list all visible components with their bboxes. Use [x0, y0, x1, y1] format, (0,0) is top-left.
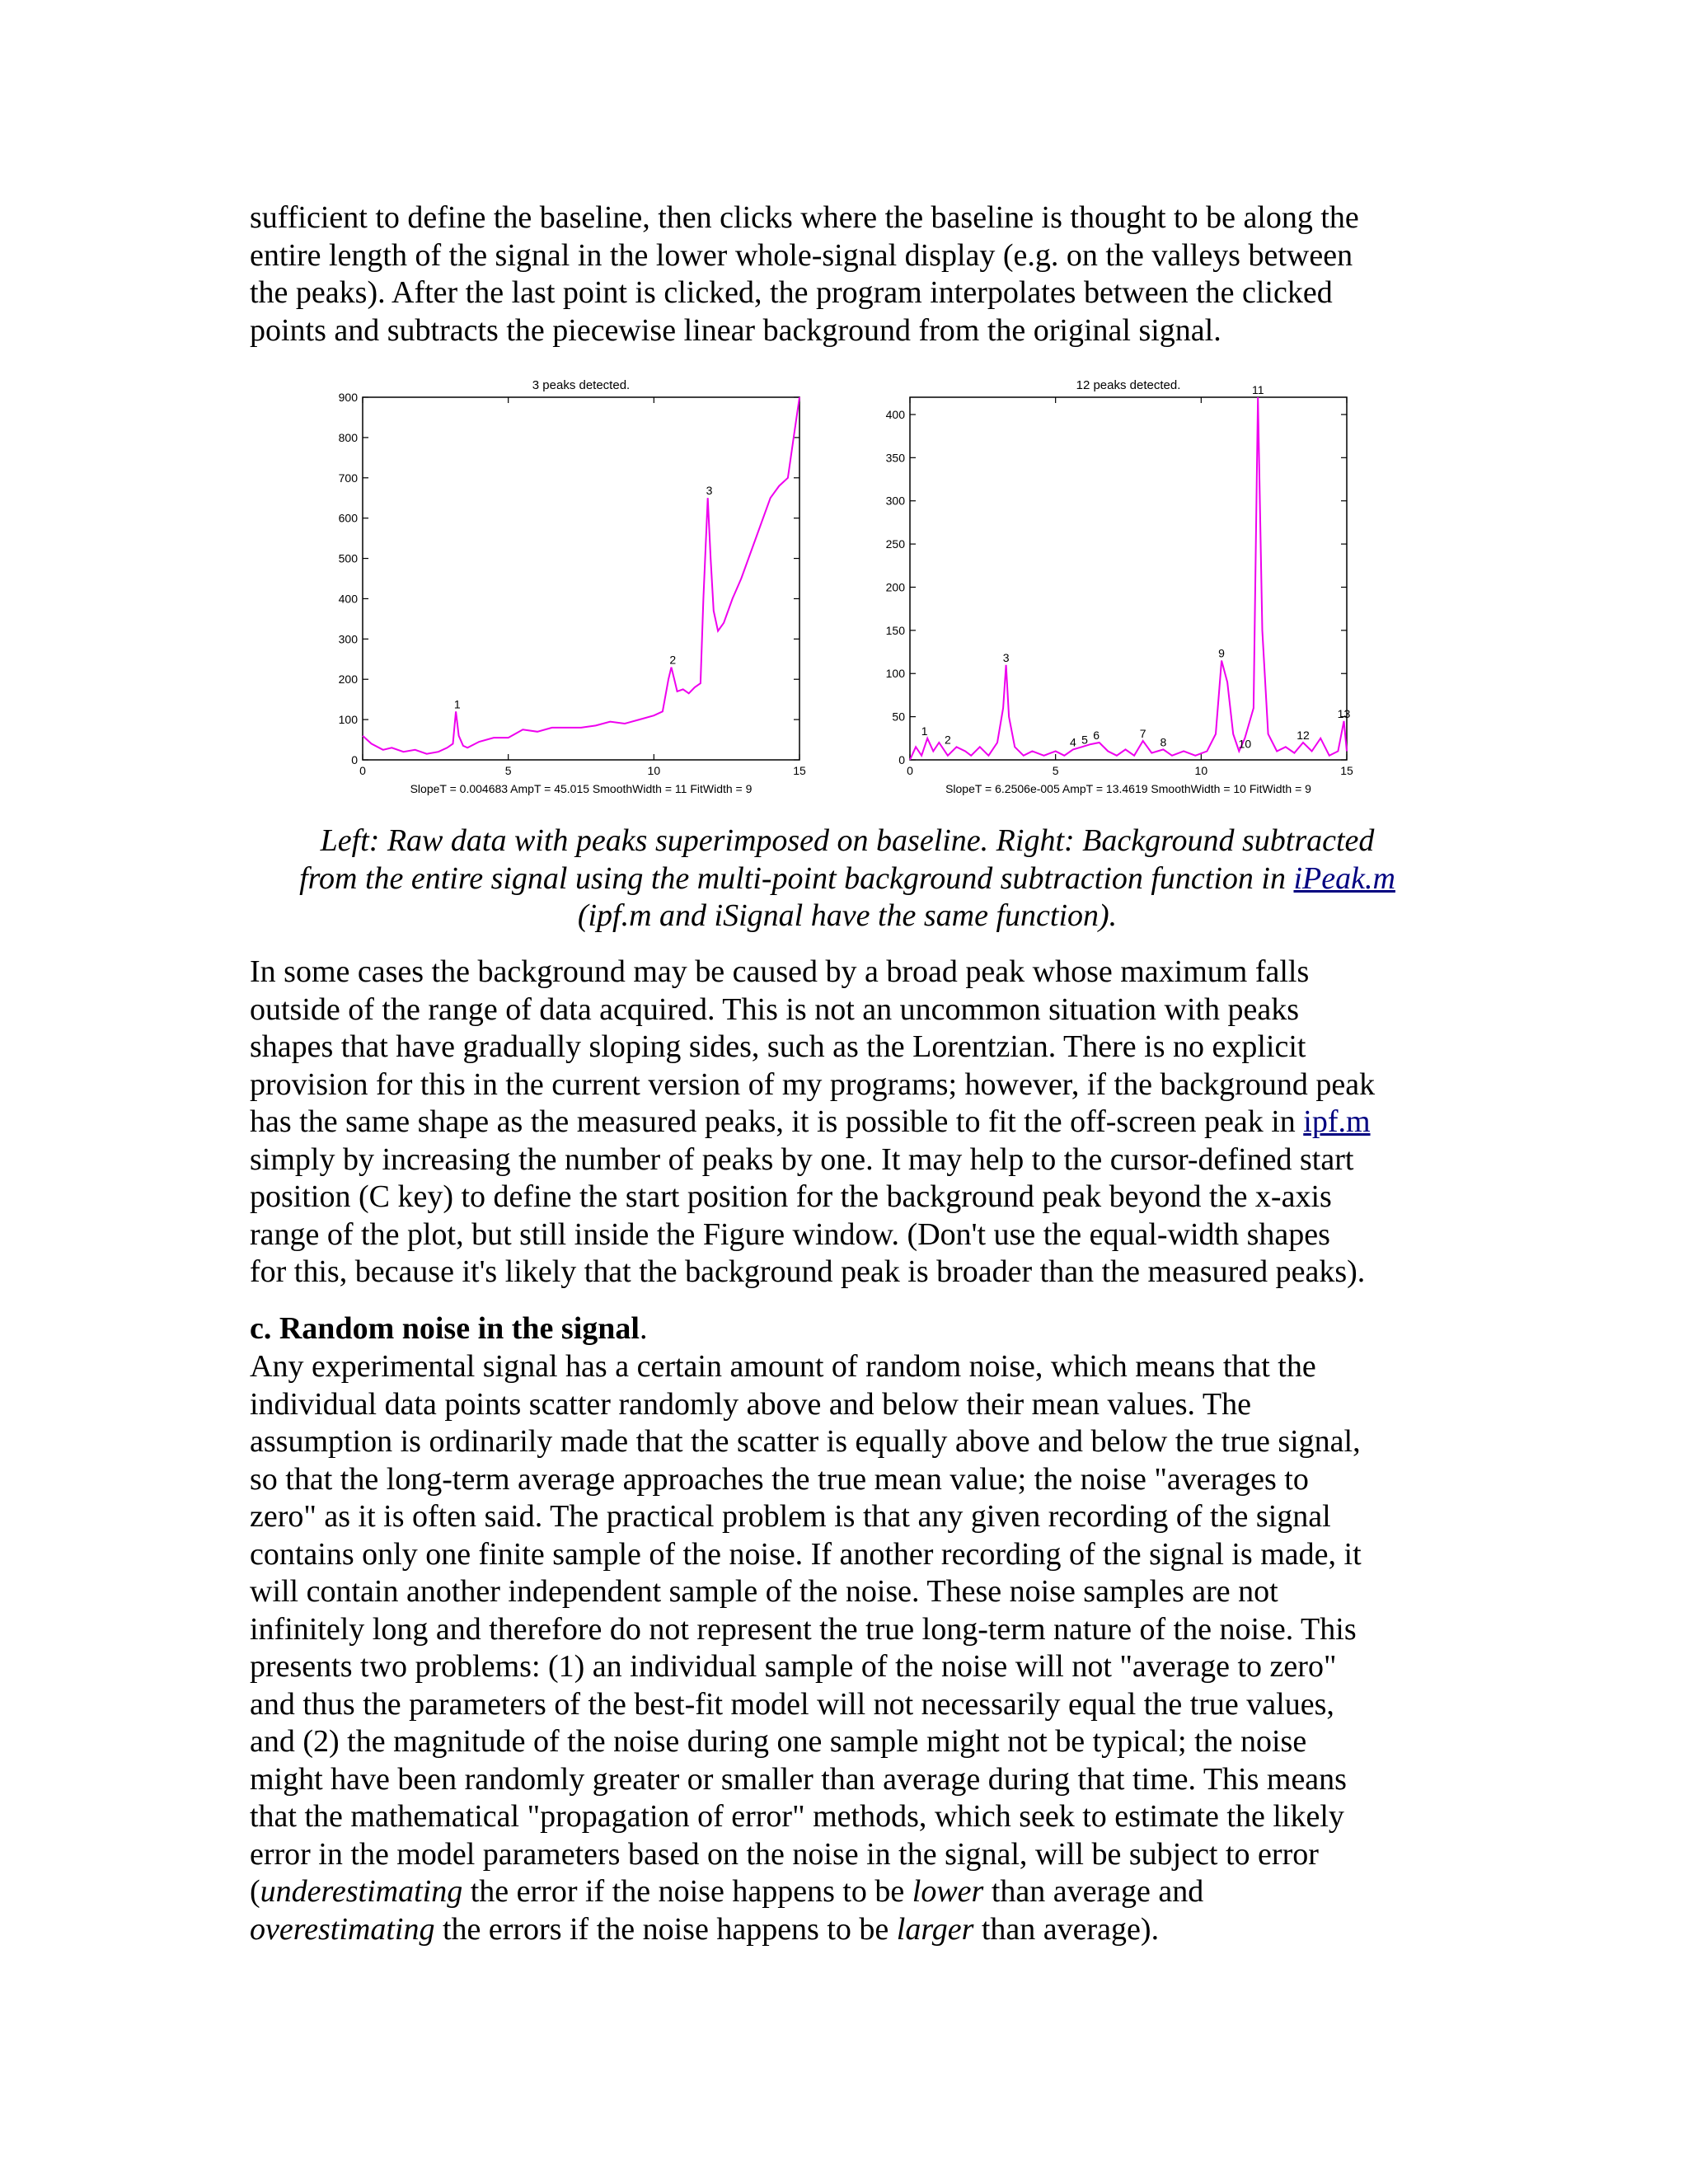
chart-title: 3 peaks detected.: [532, 378, 631, 392]
peak-label: 1: [921, 724, 928, 738]
emphasis: underestimating: [260, 1874, 463, 1909]
y-tick-label: 500: [338, 551, 358, 565]
text-line: infinitely long and therefore do not represent the true long-term nature of the noise. This: [250, 1611, 1357, 1647]
heading-text: c. Random noise in the signal: [250, 1311, 640, 1346]
text-line: Any experimental signal has a certain amount of random noise, which means that the: [250, 1349, 1316, 1384]
peak-label: 2: [945, 733, 951, 747]
x-tick-label: 10: [1194, 764, 1208, 777]
text-line: assumption is ordinarily made that the scatter is equally above and below the true signal,: [250, 1424, 1361, 1459]
text-line: outside of the range of data acquired. This is not an uncommon situation with peaks: [250, 991, 1300, 1027]
text-line: might have been randomly greater or smaller than average during that time. This means: [250, 1761, 1347, 1797]
y-tick-label: 150: [885, 623, 905, 637]
text-line: range of the plot, but still inside the Figure window. (Don't use the equal-width shapes: [250, 1216, 1330, 1252]
caption-text: from the entire signal using the multi-point background subtraction function in: [299, 860, 1294, 896]
caption-line: Left: Raw data with peaks superimposed on baseline. Right: Background subtracted: [320, 823, 1375, 858]
y-tick-label: 50: [892, 710, 905, 724]
peak-label: 2: [669, 653, 677, 667]
peak-label: 12: [1296, 729, 1310, 743]
chart-raw-data: [313, 369, 808, 806]
text-line: position (C key) to define the start position for the background peak beyond the x-axis: [250, 1179, 1332, 1214]
y-tick-label: 350: [885, 451, 905, 465]
text-segment: than average and: [983, 1874, 1204, 1909]
text-line: [250, 1911, 1445, 1949]
ipeak-link[interactable]: iPeak.m: [1293, 860, 1395, 896]
text-line: provision for this in the current version of my programs; however, if the background peak: [250, 1066, 1376, 1102]
paragraph-baseline-intro: [250, 199, 1445, 349]
text-segment: than average).: [973, 1911, 1160, 1947]
text-line: sufficient to define the baseline, then clicks where the baseline is thought to be along the: [250, 200, 1359, 235]
chart-footer: SlopeT = 6.2506e-005 AmpT = 13.4619 SmoothWidth = 10 FitWidth = 9: [945, 782, 1311, 795]
y-tick-label: 200: [338, 673, 358, 687]
text-line: simply by increasing the number of peaks by one. It may help to the cursor-defined start: [250, 1141, 1354, 1177]
x-tick-label: 10: [647, 764, 661, 777]
text-segment: the errors if the noise happens to be: [434, 1911, 897, 1947]
text-segment: (: [250, 1874, 260, 1909]
y-tick-label: 900: [338, 391, 358, 404]
y-tick-label: 300: [885, 494, 905, 508]
y-tick-label: 400: [338, 592, 358, 606]
peak-label: 7: [1139, 726, 1146, 740]
text-line: will contain another independent sample of the noise. These noise samples are not: [250, 1574, 1278, 1609]
y-tick-label: 600: [338, 511, 358, 525]
plot-frame: [363, 397, 799, 760]
emphasis: larger: [896, 1911, 974, 1947]
text-line: and thus the parameters of the best-fit model will not necessarily equal the true values,: [250, 1686, 1334, 1722]
chart-title: 12 peaks detected.: [1076, 378, 1181, 392]
text-line: In some cases the background may be caused by a broad peak whose maximum falls: [250, 954, 1310, 989]
text-line: zero" as it is often said. The practical problem is that any given recording of the signal: [250, 1499, 1331, 1534]
x-tick-label: 5: [1052, 764, 1059, 777]
x-tick-label: 5: [504, 764, 512, 777]
paragraph-broad-peak: [250, 954, 1445, 1291]
chart-background-subtracted-svg: [865, 369, 1360, 806]
text-line: shapes that have gradually sloping sides, such as the Lorentzian. There is no explicit: [250, 1029, 1306, 1064]
y-tick-label: 100: [338, 713, 358, 727]
text-segment: the error if the noise happens to be: [462, 1874, 912, 1909]
section-heading: [250, 1310, 1445, 1348]
y-tick-label: 0: [898, 753, 905, 766]
x-tick-label: 0: [907, 764, 913, 777]
emphasis: lower: [912, 1874, 984, 1909]
x-tick-label: 15: [793, 764, 806, 777]
y-tick-label: 800: [338, 430, 358, 444]
text-line: the peaks). After the last point is clicked, the program interpolates between the clicked: [250, 275, 1333, 310]
text-line: [250, 1873, 1445, 1911]
y-tick-label: 400: [885, 407, 905, 421]
text-line: so that the long-term average approaches the true mean value; the noise "averages to: [250, 1461, 1309, 1497]
chart-background-subtracted: [865, 369, 1360, 806]
y-tick-label: 100: [885, 667, 905, 681]
heading-period: .: [639, 1311, 648, 1346]
caption-line: [250, 860, 1445, 898]
text-line: [250, 1104, 1445, 1141]
text-line: presents two problems: (1) an individual sample of the noise will not "average to zero": [250, 1649, 1337, 1684]
peak-label: 1: [453, 697, 461, 711]
text-line: and (2) the magnitude of the noise during one sample might not be typical; the noise: [250, 1724, 1307, 1759]
y-tick-label: 700: [338, 471, 358, 485]
text-line: entire length of the signal in the lower whole-signal display (e.g. on the valleys between: [250, 237, 1353, 273]
text-segment: has the same shape as the measured peaks, it is possible to fit the off-screen peak in: [250, 1104, 1304, 1139]
text-line: contains only one finite sample of the noise. If another recording of the signal is made, it: [250, 1536, 1362, 1572]
peak-label: 6: [1093, 729, 1100, 743]
x-tick-label: 0: [359, 764, 366, 777]
y-tick-label: 250: [885, 537, 905, 551]
text-line: individual data points scatter randomly above and below their mean values. The: [250, 1386, 1251, 1422]
peak-label: 9: [1218, 646, 1225, 660]
peak-label: 4: [1069, 735, 1076, 749]
peak-label: 3: [1002, 650, 1010, 664]
peak-label: 8: [1160, 735, 1167, 749]
emphasis: overestimating: [250, 1911, 435, 1947]
peak-label: 5: [1081, 733, 1088, 747]
figure-caption: [250, 823, 1445, 935]
heading-line: [250, 1310, 1445, 1348]
chart-raw-data-svg: [313, 369, 808, 806]
peak-label: 3: [706, 484, 713, 498]
y-tick-label: 0: [351, 753, 358, 766]
text-line: error in the model parameters based on the noise in the signal, will be subject to error: [250, 1836, 1319, 1872]
peak-label: 10: [1238, 737, 1252, 751]
caption-line: (ipf.m and iSignal have the same function).: [577, 898, 1118, 933]
chart-footer: SlopeT = 0.004683 AmpT = 45.015 SmoothWidth = 11 FitWidth = 9: [410, 782, 753, 795]
plot-frame: [910, 397, 1347, 760]
ipf-link[interactable]: ipf.m: [1303, 1104, 1371, 1139]
text-line: that the mathematical "propagation of error" methods, which seek to estimate the likely: [250, 1799, 1344, 1834]
peak-label: 13: [1337, 706, 1351, 720]
y-tick-label: 300: [338, 632, 358, 646]
text-line: points and subtracts the piecewise linear background from the original signal.: [250, 312, 1221, 348]
x-tick-label: 15: [1340, 764, 1353, 777]
peak-label: 11: [1251, 383, 1264, 396]
paragraph-random-noise: [250, 1348, 1445, 1948]
y-tick-label: 200: [885, 580, 905, 594]
text-line: for this, because it's likely that the background peak is broader than the measured peaks).: [250, 1254, 1366, 1289]
